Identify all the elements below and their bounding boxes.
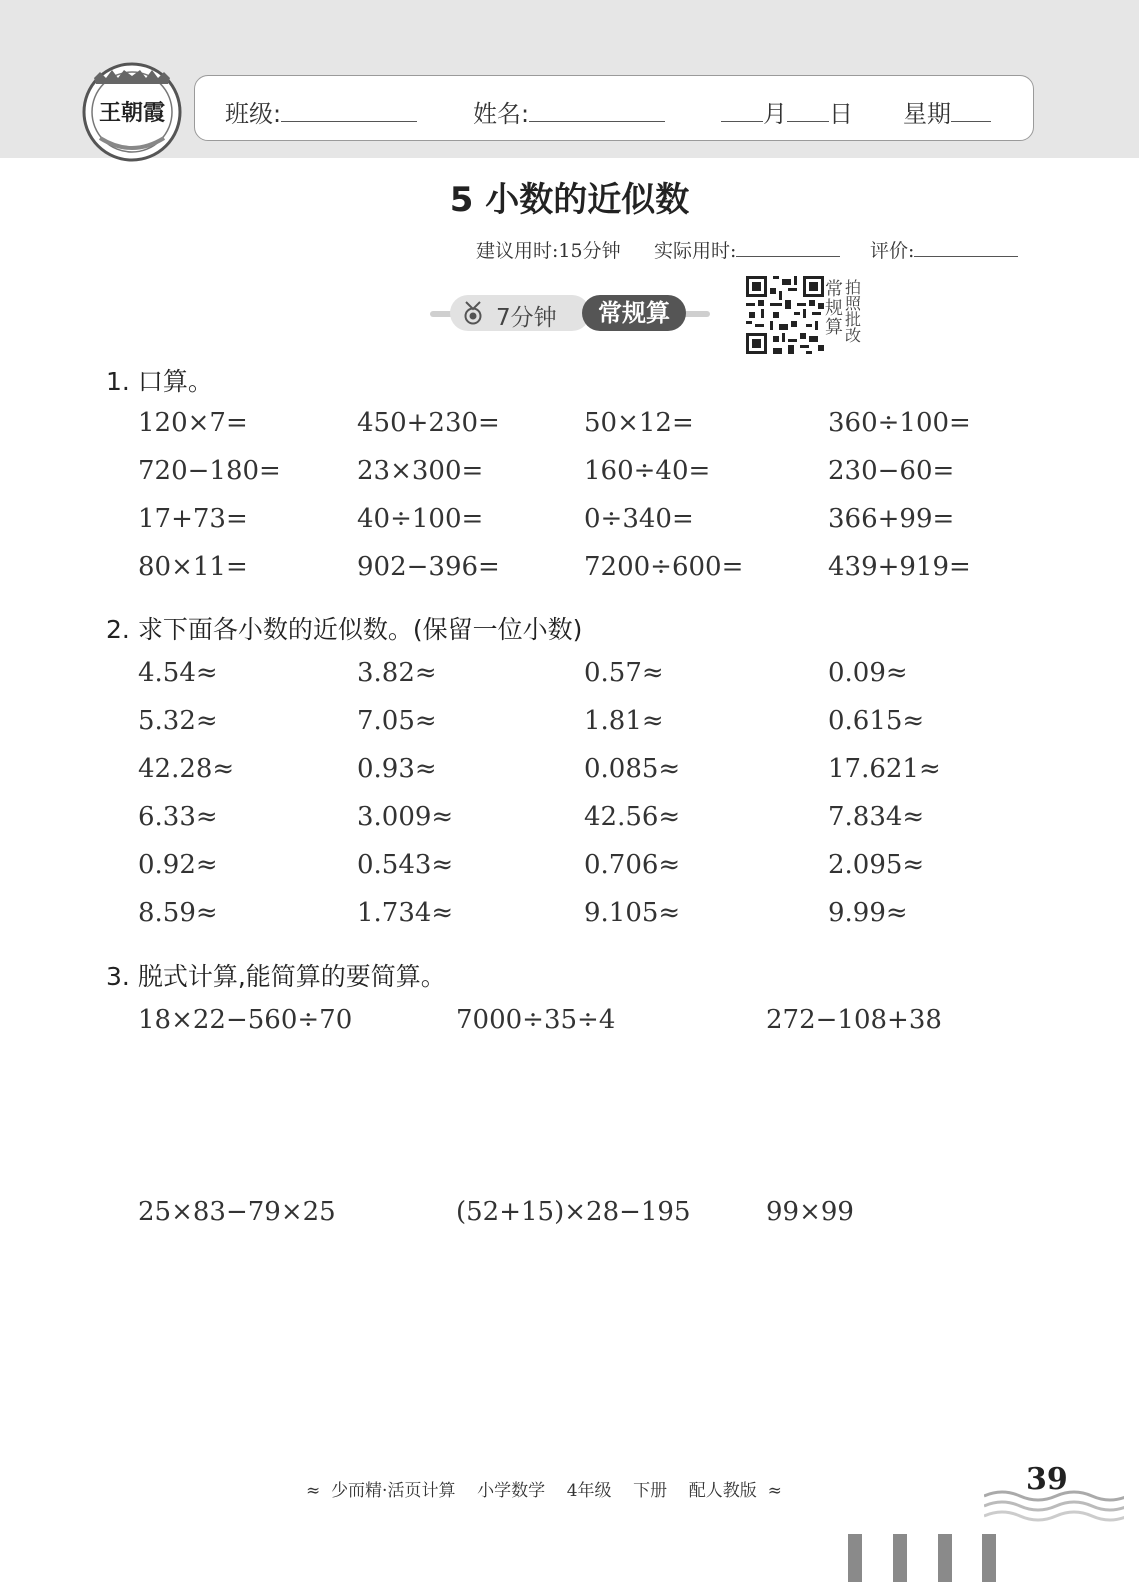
problem: 120×7=: [138, 408, 248, 438]
section-3-heading: 3. 脱式计算,能简算的要简算。: [106, 962, 446, 991]
section-1-heading: 1. 口算。: [106, 367, 213, 396]
problem: (52+15)×28−195: [456, 1197, 691, 1227]
problem: 6.33≈: [138, 802, 218, 832]
footer-caption: ≈ 少而精·活页计算 小学数学 4年级 下册 配人教版 ≈: [306, 1481, 782, 1501]
problem: 902−396=: [357, 552, 500, 582]
problem: 0.09≈: [828, 658, 908, 688]
qr-code-icon[interactable]: [746, 276, 824, 354]
type-badge: 常规算: [582, 295, 686, 331]
qr-caption-1: 常 规 算: [825, 279, 843, 338]
time-badge: [450, 295, 590, 331]
problem: 7.834≈: [828, 802, 925, 832]
problem: 439+919=: [828, 552, 971, 582]
medal-icon: [462, 301, 484, 325]
publisher-logo: [80, 58, 184, 162]
class-field[interactable]: 班级:: [225, 94, 417, 129]
problem: 7200÷600=: [584, 552, 744, 582]
problem: 50×12=: [584, 408, 694, 438]
problem: 18×22−560÷70: [138, 1005, 353, 1035]
problem: 3.009≈: [357, 802, 454, 832]
time-label: 7分钟: [496, 305, 557, 331]
wave-decoration: [984, 1486, 1124, 1526]
suggested-time: 建议用时:15分钟: [476, 240, 621, 262]
problem: 366+99=: [828, 504, 955, 534]
problem: 25×83−79×25: [138, 1197, 336, 1227]
problem: 160÷40=: [584, 456, 711, 486]
page-edge-tabs: [848, 1534, 1008, 1582]
problem: 8.59≈: [138, 898, 218, 928]
qr-caption-2: 拍 照 批 改: [844, 278, 861, 345]
weekday-field[interactable]: 星期: [903, 94, 991, 129]
page-title: 5 小数的近似数: [449, 180, 690, 220]
problem: 3.82≈: [357, 658, 437, 688]
problem: 0÷340=: [584, 504, 694, 534]
name-field[interactable]: 姓名:: [473, 94, 665, 129]
section-2-heading: 2. 求下面各小数的近似数。(保留一位小数): [106, 615, 583, 644]
problem: 42.56≈: [584, 802, 681, 832]
page-number: 39: [1026, 1462, 1068, 1497]
problem: 272−108+38: [766, 1005, 942, 1035]
problem: 0.57≈: [584, 658, 664, 688]
problem: 230−60=: [828, 456, 955, 486]
problem: 23×300=: [357, 456, 484, 486]
problem: 7.05≈: [357, 706, 437, 736]
problem: 0.92≈: [138, 850, 218, 880]
problem: 0.085≈: [584, 754, 681, 784]
problem: 720−180=: [138, 456, 281, 486]
problem: 42.28≈: [138, 754, 235, 784]
svg-text:王朝霞: 王朝霞: [98, 100, 166, 126]
wave-icon: ≈: [767, 1481, 782, 1501]
rating-field[interactable]: 评价:: [870, 236, 1018, 263]
problem: 40÷100=: [357, 504, 484, 534]
problem: 0.93≈: [357, 754, 437, 784]
problem: 80×11=: [138, 552, 248, 582]
problem: 17+73=: [138, 504, 248, 534]
problem: 0.543≈: [357, 850, 454, 880]
problem: 7000÷35÷4: [456, 1005, 616, 1035]
problem: 360÷100=: [828, 408, 971, 438]
problem: 5.32≈: [138, 706, 218, 736]
problem: 1.81≈: [584, 706, 664, 736]
problem: 99×99: [766, 1197, 854, 1227]
problem: 1.734≈: [357, 898, 454, 928]
actual-time-field[interactable]: 实际用时:: [654, 236, 840, 263]
problem: 0.615≈: [828, 706, 925, 736]
problem: 4.54≈: [138, 658, 218, 688]
problem: 2.095≈: [828, 850, 925, 880]
student-info-box: [194, 75, 1034, 141]
problem: 9.99≈: [828, 898, 908, 928]
date-field[interactable]: 月 日: [721, 94, 853, 129]
problem: 0.706≈: [584, 850, 681, 880]
problem: 9.105≈: [584, 898, 681, 928]
wave-icon: ≈: [306, 1481, 321, 1501]
problem: 450+230=: [357, 408, 500, 438]
problem: 17.621≈: [828, 754, 941, 784]
